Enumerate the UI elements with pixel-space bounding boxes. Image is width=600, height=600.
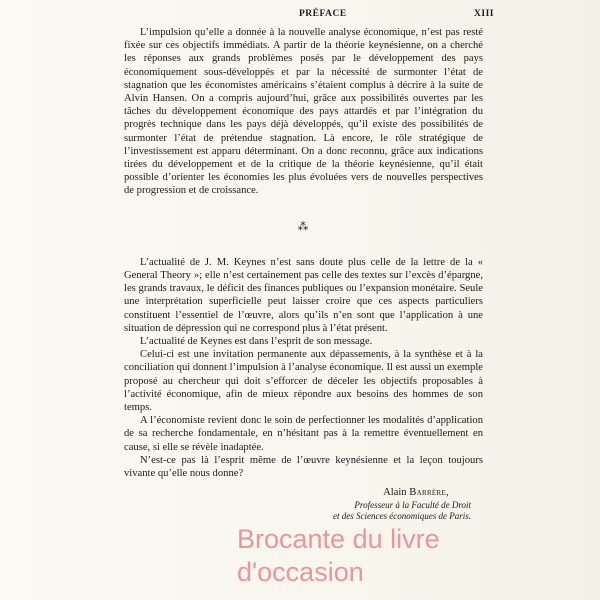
paragraph-5: A l’économiste revient donc le soin de perfectionner les modalités d’application de sa recherche fondamentale, en n’hésitant pas à la remettre éventuellement en cause, si elle se révèle inadaptée. xyxy=(124,415,483,453)
paragraph-6: N’est-ce pas là l’esprit même de l’œuvre keynésienne et la leçon toujours vivante qu’elle nous donne? xyxy=(124,454,483,480)
paragraph-4: Celui-ci est une invitation permanente aux dépassements, à la synthèse et à la conciliation qui donnent l’impulsion à l’analyse économique. Il est aussi un exemple proposé au chercheur qui doit s’efforcer de déceler les objectifs proposables à l’activité économique, afin de mieux répondre aux besoins des hommes de son temps. xyxy=(124,349,483,414)
seller-watermark xyxy=(237,523,517,589)
section-separator: ⁂ xyxy=(297,220,310,233)
watermark-line-1: Brocante du livre xyxy=(237,524,440,554)
signature-block xyxy=(124,486,483,521)
page-body xyxy=(124,26,483,522)
page-number: XIII xyxy=(474,9,494,19)
paragraph-1: L’impulsion qu’elle a donnée à la nouvelle analyse économique, n’est pas resté fixée sur ces objectifs immédiats. A partir de la théorie keynésienne, on a cherché les réponses aux grands problèmes posés par le développement des pays économiquement sous-développés et par la nécessité de surmonter l’état de stagnation que les économistes américains s’étaient complus à décrire à la suite de Alvin Hansen. On a compris aujourd’hui, grâce aux possibilités ouvertes par les tâches du développement économique des pays attardés et par l’intégration du progrès technique dans les pays déjà développés, qu’il existe des possibilités de surmonter l’état de prétendue stagnation. Là encore, le rôle stratégique de l’investissement est apparu déterminant. On a donc reconnu, grâce aux indications tirées du développement et de la critique de la théorie keynésienne, qu’il était possible d’orienter les économies les plus évoluées vers de nouvelles perspectives de progression et de croissance. xyxy=(124,27,483,197)
author-title-line-1: Professeur à la Faculté de Droit xyxy=(354,499,471,510)
paragraph-3: L’actualité de Keynes est dans l’esprit de son message. xyxy=(140,336,373,348)
author-title-line-2: et des Sciences économiques de Paris. xyxy=(333,510,471,521)
running-title: PRÉFACE xyxy=(299,9,347,19)
author-name: Alain Barrère, xyxy=(383,487,449,499)
paragraph-2: L’actualité de J. M. Keynes n’est sans doute plus celle de la lettre de la « General Theory »; elle n’est certainement pas celle des textes sur l’excès d’épargne, les grands travaux, le déficit des finances publiques ou l’expansion monétaire. Seule une interprétation superficielle peut laisser croire que ces aspects particuliers constituent l’essentiel de l’œuvre, alors qu’ils n’en sont que l’application à une situation de dépression qui ne correspond plus à l’état présent. xyxy=(124,256,483,334)
watermark-line-2: d'occasion xyxy=(237,557,364,587)
